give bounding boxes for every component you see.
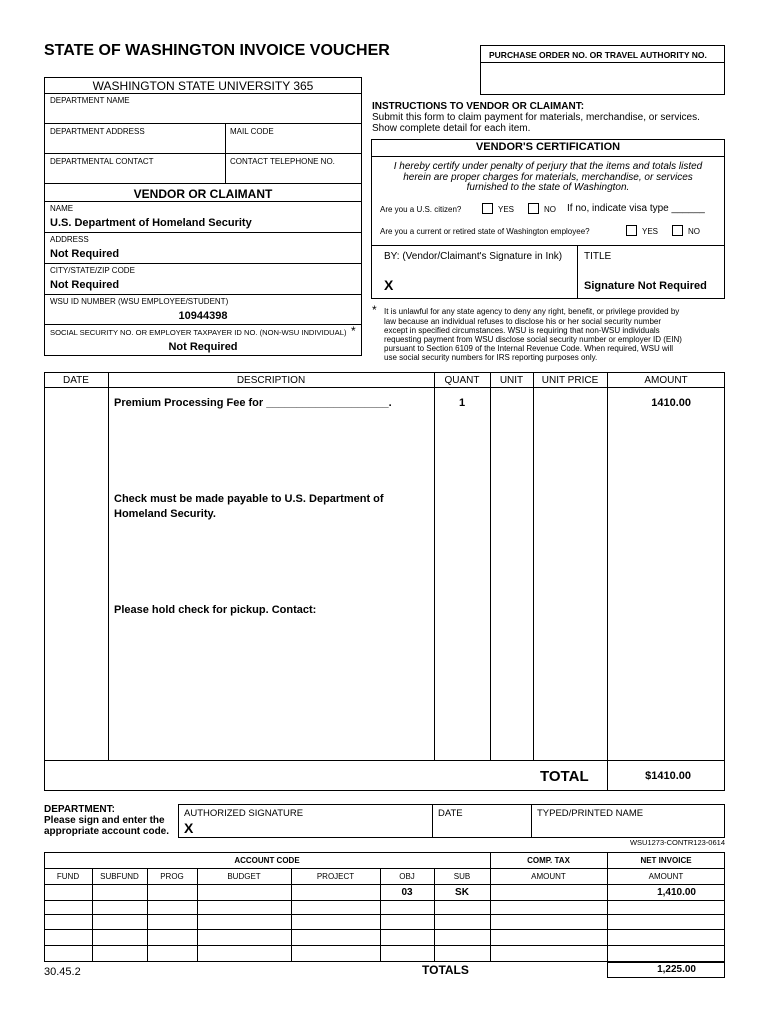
- item-amount: 1410.00: [651, 397, 691, 409]
- unit-column-header: UNIT: [499, 375, 524, 386]
- vendor-signature-label: BY: (Vendor/Claimant's Signature in Ink): [384, 251, 563, 262]
- page-title: STATE OF WASHINGTON INVOICE VOUCHER: [44, 42, 390, 59]
- totals-value: 1,225.00: [657, 964, 696, 975]
- date-column-header: DATE: [63, 375, 89, 386]
- item-description: Premium Processing Fee for ____________________.: [114, 397, 392, 409]
- certification-line2: herein are proper charges for materials, merchandise, or services: [403, 172, 693, 183]
- disclaimer-line5: pursuant to Section 6109 of the Internal Revenue Code. When required, WSU will: [384, 344, 674, 353]
- total-value: $1410.00: [645, 770, 691, 782]
- instructions-heading: INSTRUCTIONS TO VENDOR OR CLAIMANT:: [372, 101, 585, 112]
- item-quantity: 1: [458, 397, 466, 409]
- net-invoice-header: NET INVOICE: [640, 856, 692, 865]
- department-instructions-line3: appropriate account code.: [44, 826, 170, 837]
- city-state-zip-label: CITY/STATE/ZIP CODE: [50, 266, 135, 275]
- disclaimer-line6: use social security numbers for IRS reporting purposes only.: [384, 353, 598, 362]
- amount-column-header: AMOUNT: [644, 375, 688, 386]
- disclaimer-line2: law because an individual refuses to disclose his or her social security number: [384, 317, 662, 326]
- ssn-label: SOCIAL SECURITY NO. OR EMPLOYER TAXPAYER ID NO. (NON-WSU INDIVIDUAL): [50, 328, 347, 337]
- fund-header: FUND: [56, 872, 80, 881]
- description-column-header: DESCRIPTION: [236, 375, 306, 386]
- payable-line2: Homeland Security.: [114, 508, 216, 520]
- hold-check-note: Please hold check for pickup. Contact:: [114, 604, 317, 616]
- disclaimer-asterisk: *: [372, 303, 377, 317]
- contact-phone-label: CONTACT TELEPHONE NO.: [230, 157, 335, 166]
- wsu-id-number: 10944398: [178, 310, 228, 322]
- mail-code-label: MAIL CODE: [230, 127, 274, 136]
- ssn-value: Not Required: [168, 341, 238, 353]
- account-code-header: ACCOUNT CODE: [234, 856, 300, 865]
- date-label: DATE: [438, 808, 463, 819]
- instructions-line1: Submit this form to claim payment for materials, merchandise, or services.: [372, 112, 700, 123]
- project-header: PROJECT: [316, 872, 355, 881]
- disclaimer-line4: requesting payment from WSU disclose social security number or employer ID (EIN): [384, 335, 682, 344]
- vendor-name-label: NAME: [50, 204, 74, 213]
- employee-no-label: NO: [688, 227, 700, 236]
- departmental-contact-label: DEPARTMENTAL CONTACT: [50, 157, 154, 166]
- certification-line3: furnished to the state of Washington.: [466, 182, 630, 193]
- budget-header: BUDGET: [227, 872, 261, 881]
- agency-name: WASHINGTON STATE UNIVERSITY 365: [92, 79, 314, 93]
- quant-column-header: QUANT: [444, 375, 480, 386]
- vendor-heading: VENDOR OR CLAIMANT: [133, 187, 273, 201]
- city-state-zip: Not Required: [50, 279, 120, 291]
- certification-line1: I hereby certify under penalty of perjury that the items and totals listed: [393, 161, 703, 172]
- net-invoice-value: 1,410.00: [657, 887, 696, 898]
- citizen-no-label: NO: [544, 205, 556, 214]
- obj-header: OBJ: [399, 872, 415, 881]
- footer-code: 30.45.2: [44, 966, 81, 978]
- total-label: TOTAL: [540, 768, 589, 785]
- department-instructions-line2: Please sign and enter the: [44, 815, 165, 826]
- vendor-address: Not Required: [50, 248, 120, 260]
- instructions-line2: Show complete detail for each item.: [372, 123, 531, 134]
- citizen-no-checkbox[interactable]: [528, 203, 539, 214]
- form-code: WSU1273-CONTR123-0614: [629, 838, 725, 847]
- items-table: [44, 372, 725, 791]
- subfund-header: SUBFUND: [100, 872, 139, 881]
- payable-line1: Check must be made payable to U.S. Department of: [114, 493, 384, 505]
- typed-name-label: TYPED/PRINTED NAME: [537, 808, 644, 819]
- po-number-label: PURCHASE ORDER NO. OR TRAVEL AUTHORITY NO.: [489, 50, 707, 60]
- totals-label: TOTALS: [422, 963, 469, 977]
- vendor-signature-x[interactable]: X: [384, 277, 394, 293]
- employee-no-checkbox[interactable]: [672, 225, 683, 236]
- vendor-address-label: ADDRESS: [50, 235, 89, 244]
- disclaimer-line1: It is unlawful for any state agency to deny any right, benefit, or privilege provided by: [384, 307, 680, 316]
- sub-header: SUB: [453, 872, 471, 881]
- citizen-yes-label: YES: [498, 205, 515, 214]
- wsu-id-label: WSU ID NUMBER (WSU EMPLOYEE/STUDENT): [50, 297, 229, 306]
- sub-value: SK: [455, 887, 469, 898]
- comp-tax-header: COMP. TAX: [527, 856, 570, 865]
- comp-tax-amount-header: AMOUNT: [531, 872, 566, 881]
- unit-price-column-header: UNIT PRICE: [541, 375, 599, 386]
- vendor-name: U.S. Department of Homeland Security: [50, 217, 252, 229]
- department-instructions-line1: DEPARTMENT:: [44, 804, 115, 815]
- citizen-yes-checkbox[interactable]: [482, 203, 493, 214]
- employee-yes-checkbox[interactable]: [626, 225, 637, 236]
- signature-not-required: Signature Not Required: [584, 280, 707, 292]
- authorized-signature-x[interactable]: X: [184, 820, 194, 836]
- employee-yes-label: YES: [642, 227, 659, 236]
- prog-header: PROG: [160, 872, 184, 881]
- department-name-label: DEPARTMENT NAME: [50, 96, 130, 105]
- net-invoice-amount-header: AMOUNT: [648, 872, 684, 881]
- authorized-signature-label: AUTHORIZED SIGNATURE: [184, 808, 304, 819]
- vendor-certification-heading: VENDOR'S CERTIFICATION: [475, 141, 621, 153]
- visa-type-label: If no, indicate visa type ______: [567, 203, 705, 214]
- ssn-asterisk: *: [351, 324, 356, 338]
- employee-question: Are you a current or retired state of Washington employee?: [380, 227, 590, 236]
- citizen-question: Are you a U.S. citizen?: [380, 205, 462, 214]
- department-address-label: DEPARTMENT ADDRESS: [50, 127, 145, 136]
- obj-value: 03: [401, 887, 413, 898]
- title-label: TITLE: [584, 251, 612, 262]
- disclaimer-line3: except in specified circumstances. WSU is requiring that non-WSU individuals: [384, 326, 660, 335]
